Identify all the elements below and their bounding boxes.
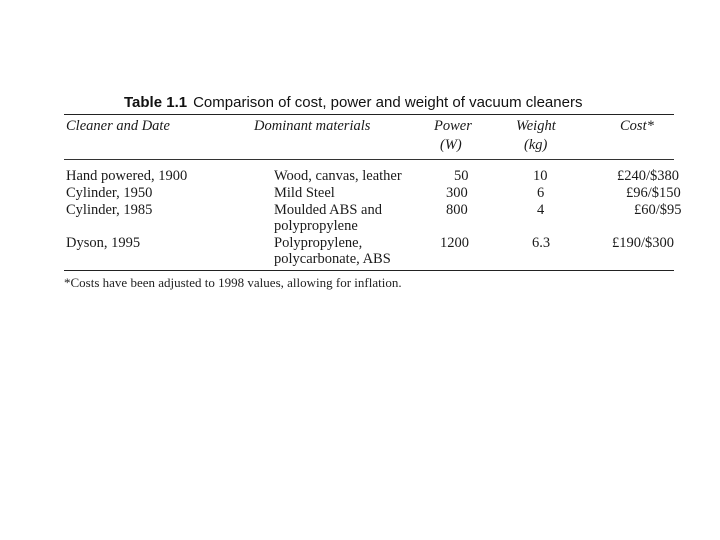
header-cost: Cost* — [620, 118, 654, 134]
row-3-power: 800 — [446, 202, 468, 218]
header-row — [64, 115, 674, 159]
row-1-power: 50 — [454, 168, 469, 184]
table-grid — [64, 115, 682, 270]
row-3-materials-line-1: Moulded ABS and — [274, 202, 382, 218]
header-materials: Dominant materials — [254, 118, 371, 134]
row-4-cleaner: Dyson, 1995 — [66, 235, 141, 251]
row-4-materials-line-2: polycarbonate, ABS — [274, 251, 391, 267]
row-1-cost: £240/$380 — [617, 168, 680, 184]
table-caption-text: Comparison of cost, power and weight of vacuum cleaners — [193, 94, 583, 111]
row-1-weight: 10 — [533, 168, 548, 184]
row-2-materials: Mild Steel — [274, 185, 335, 201]
row-4-weight: 6.3 — [532, 235, 551, 251]
header-power-unit: (W) — [440, 137, 462, 153]
row-2-power: 300 — [446, 185, 468, 201]
row-1-cleaner: Hand powered, 1900 — [66, 168, 188, 184]
header-weight-unit: (kg) — [524, 137, 548, 153]
row-3-materials-line-2: polypropylene — [274, 218, 358, 234]
bottom-rule — [64, 270, 674, 271]
table-caption — [64, 92, 674, 114]
table-footnote: *Costs have been adjusted to 1998 values, allowing for inflation. — [64, 275, 402, 290]
header-weight: Weight — [516, 118, 556, 134]
row-4-materials-line-1: Polypropylene, — [274, 235, 363, 251]
row-1-materials: Wood, canvas, leather — [274, 168, 402, 184]
row-2-cleaner: Cylinder, 1950 — [66, 185, 153, 201]
row-4-power: 1200 — [440, 235, 469, 251]
row-2-weight: 6 — [537, 185, 545, 201]
row-3-cost: £60/$95 — [634, 202, 682, 218]
vacuum-cleaner-table — [64, 92, 682, 291]
row-2-cost: £96/$150 — [626, 185, 681, 201]
header-cleaner: Cleaner and Date — [66, 118, 170, 134]
row-3-cleaner: Cylinder, 1985 — [66, 202, 153, 218]
table-caption-label: Table 1.1 — [124, 94, 188, 111]
row-3-weight: 4 — [537, 202, 545, 218]
header-power: Power — [434, 118, 472, 134]
row-4-cost: £190/$300 — [612, 235, 675, 251]
table-body — [64, 160, 682, 270]
